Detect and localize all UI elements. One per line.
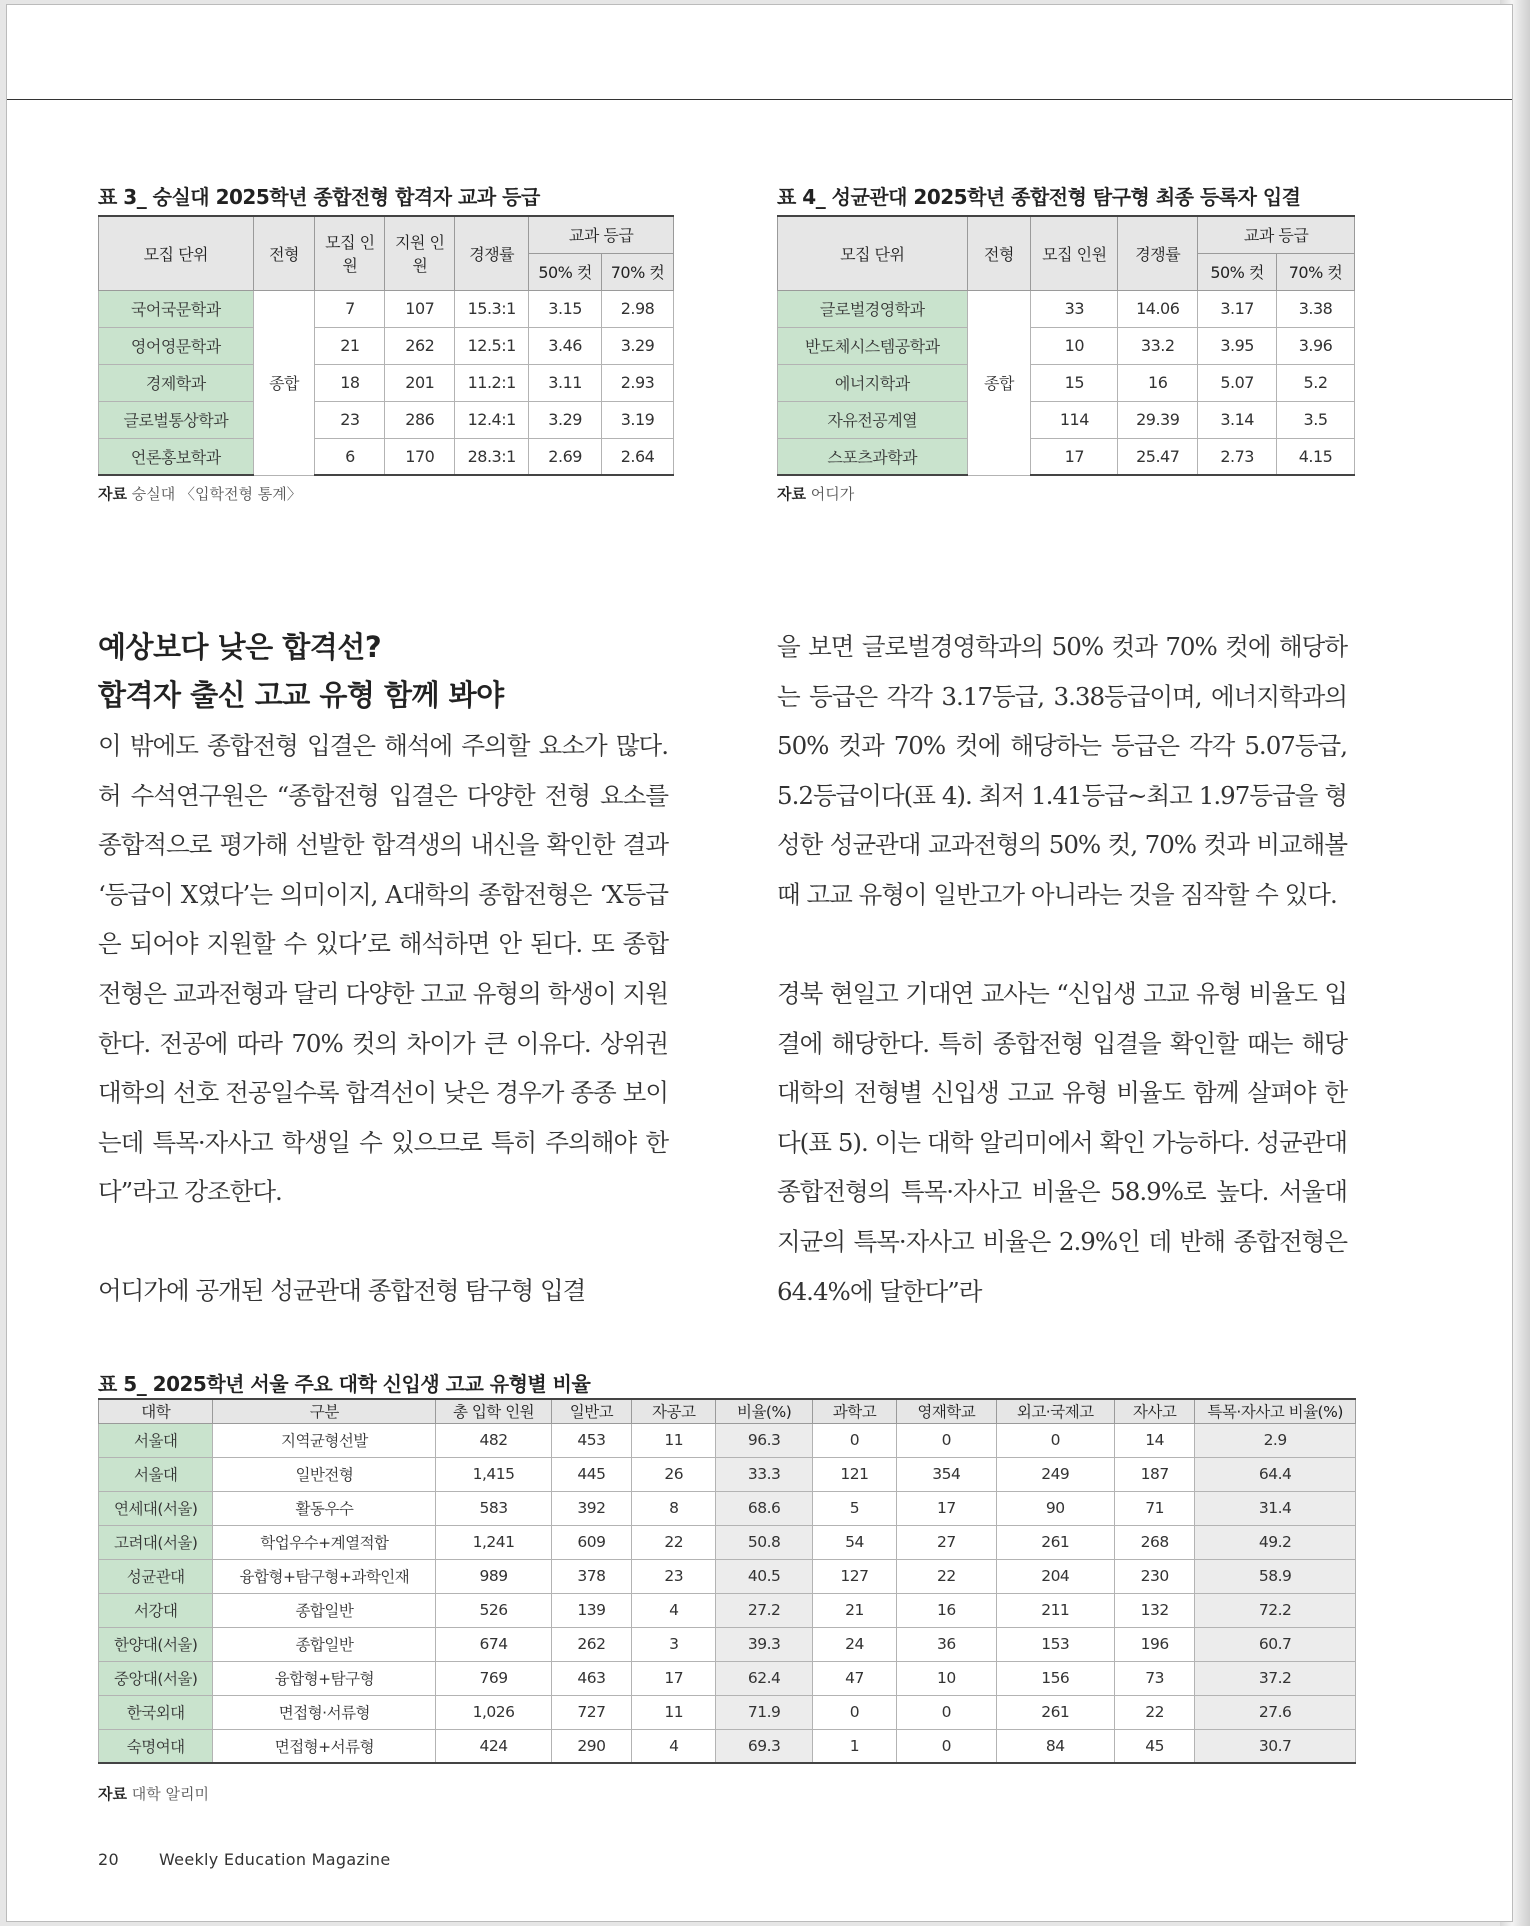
table5-header-cell: 비율(%) (716, 1399, 812, 1423)
table5-cell: 609 (551, 1525, 631, 1559)
table5-cell: 30.7 (1195, 1729, 1356, 1763)
table5-cell: 445 (551, 1457, 631, 1491)
table5-cell: 49.2 (1195, 1525, 1356, 1559)
table4-cell: 5.07 (1198, 364, 1277, 401)
table3-header-p70: 70% 컷 (602, 253, 674, 290)
table4-cell: 3.96 (1277, 327, 1355, 364)
table3-type: 종합 (253, 290, 315, 475)
table5-header-row (99, 1399, 1356, 1423)
table-row (99, 290, 674, 327)
table5-cell: 0 (812, 1423, 896, 1457)
table-row (99, 1457, 1356, 1491)
table5-cell: 463 (551, 1661, 631, 1695)
table4-header-grade: 교과 등급 (1198, 216, 1355, 253)
table5-cell: 230 (1114, 1559, 1194, 1593)
table3-cell: 3.11 (529, 364, 602, 401)
table3-unit: 글로벌통상학과 (99, 401, 254, 438)
table5-university: 중앙대(서울) (99, 1661, 213, 1695)
table3-cell: 3.46 (529, 327, 602, 364)
table5-cell: 0 (897, 1695, 996, 1729)
table4-cell: 3.14 (1198, 401, 1277, 438)
table3-cell: 170 (385, 438, 455, 475)
table5-cell: 0 (897, 1423, 996, 1457)
table3-header-apply: 지원 인원 (385, 216, 455, 290)
page-number: 20 (98, 1850, 119, 1869)
table-row (99, 1491, 1356, 1525)
table-row (99, 1627, 1356, 1661)
table-row (99, 327, 674, 364)
table4-cell: 10 (1031, 327, 1118, 364)
table3-cell: 15.3:1 (455, 290, 529, 327)
table-row (778, 401, 1355, 438)
table3-cell: 6 (315, 438, 385, 475)
source-text: 대학 알리미 (131, 1785, 209, 1803)
right-paragraph-1: 을 보면 글로벌경영학과의 50% 컷과 70% 컷에 해당하는 등급은 각각 3.17등급, 3.38등급이며, 에너지학과의 50% 컷과 70% 컷에 해당하는 등급은 각각 5.07등급, 5.2등급이다(표 4). 최저 1.41등급~최고 1.97등급을 형성한 성균관대 교과전형의 50% 컷, 70% 컷과 비교해볼 때 고교 유형이 일반고가 아니라는 것을 짐작할 수 있다. (777, 632, 1347, 909)
right-paragraph-2: 경북 현일고 기대연 교사는 “신입생 고교 유형 비율도 입결에 해당한다. 특히 종합전형 입결을 확인할 때는 해당 대학의 전형별 신입생 고교 유형 비율도 함께 살펴야 한다(표 5). 이는 대학 알리미에서 확인 가능하다. 성균관대 종합전형의 특목·자사고 비율은 58.9%로 높다. 서울대 지균의 특목·자사고 비율은 2.9%인 데 반해 종합전형은 64.4%에 달한다”라 (777, 979, 1347, 1306)
table5-cell: 47 (812, 1661, 896, 1695)
table4-cell: 3.17 (1198, 290, 1277, 327)
table4-header-recruit: 모집 인원 (1031, 216, 1118, 290)
table3-cell: 2.93 (602, 364, 674, 401)
table4-cell: 14.06 (1118, 290, 1198, 327)
table5-cell: 지역균형선발 (213, 1423, 436, 1457)
table5-university: 고려대(서울) (99, 1525, 213, 1559)
table3-caption: 표 3_ 숭실대 2025학년 종합전형 합격자 교과 등급 (98, 185, 540, 209)
table5 (98, 1398, 1356, 1764)
table5-header-cell: 자공고 (632, 1399, 716, 1423)
table5-cell: 16 (897, 1593, 996, 1627)
table-row (778, 327, 1355, 364)
table5-cell: 727 (551, 1695, 631, 1729)
table5-cell: 27 (897, 1525, 996, 1559)
table4-cell: 114 (1031, 401, 1118, 438)
table3-cell: 107 (385, 290, 455, 327)
table3-cell: 28.3:1 (455, 438, 529, 475)
table4-header-unit: 모집 단위 (778, 216, 968, 290)
table-row (99, 1593, 1356, 1627)
table5-cell: 1,415 (436, 1457, 551, 1491)
table5-header-cell: 특목·자사고 비율(%) (1195, 1399, 1356, 1423)
table5-cell: 종합일반 (213, 1593, 436, 1627)
table3-cell: 12.5:1 (455, 327, 529, 364)
table4-cell: 15 (1031, 364, 1118, 401)
table5-university: 서울대 (99, 1457, 213, 1491)
table5-cell: 204 (996, 1559, 1114, 1593)
source-label: 자료 (98, 485, 127, 503)
table5-cell: 71 (1114, 1491, 1194, 1525)
table5-cell: 17 (897, 1491, 996, 1525)
table5-cell: 262 (551, 1627, 631, 1661)
table5-cell: 3 (632, 1627, 716, 1661)
source-text: 어디가 (810, 485, 855, 503)
table5-cell: 일반전형 (213, 1457, 436, 1491)
table3-header-p50: 50% 컷 (529, 253, 602, 290)
table5-caption: 표 5_ 2025학년 서울 주요 대학 신입생 고교 유형별 비율 (98, 1372, 591, 1396)
table5-cell: 392 (551, 1491, 631, 1525)
table5-cell: 0 (996, 1423, 1114, 1457)
table4-cell: 4.15 (1277, 438, 1355, 475)
table5-cell: 0 (812, 1695, 896, 1729)
table3-header-grade: 교과 등급 (529, 216, 674, 253)
table5-cell: 50.8 (716, 1525, 812, 1559)
table-row (99, 1423, 1356, 1457)
table4-unit: 스포츠과학과 (778, 438, 968, 475)
table-row (99, 364, 674, 401)
table5-cell: 769 (436, 1661, 551, 1695)
table5-cell: 31.4 (1195, 1491, 1356, 1525)
table5-cell: 90 (996, 1491, 1114, 1525)
table-row (99, 1525, 1356, 1559)
table3-cell: 2.64 (602, 438, 674, 475)
table4-cell: 16 (1118, 364, 1198, 401)
table4-unit: 글로벌경영학과 (778, 290, 968, 327)
table3-cell: 201 (385, 364, 455, 401)
table5-cell: 학업우수+계열적합 (213, 1525, 436, 1559)
table3-cell: 23 (315, 401, 385, 438)
table5-cell: 39.3 (716, 1627, 812, 1661)
table5-university: 숙명여대 (99, 1729, 213, 1763)
table4 (777, 215, 1355, 476)
table5-cell: 36 (897, 1627, 996, 1661)
table3-header-rate: 경쟁률 (455, 216, 529, 290)
table4-cell: 33 (1031, 290, 1118, 327)
table-row (778, 364, 1355, 401)
table4-cell: 29.39 (1118, 401, 1198, 438)
left-paragraph-2: 어디가에 공개된 성균관대 종합전형 탐구형 입결 (98, 1276, 586, 1305)
table4-type: 종합 (967, 290, 1031, 475)
table5-cell: 68.6 (716, 1491, 812, 1525)
table-row (778, 290, 1355, 327)
table4-cell: 2.73 (1198, 438, 1277, 475)
table5-header-cell: 영재학교 (897, 1399, 996, 1423)
table4-header-p70: 70% 컷 (1277, 253, 1355, 290)
table3-header-recruit: 모집 인원 (315, 216, 385, 290)
table5-cell: 0 (897, 1729, 996, 1763)
table5-cell: 378 (551, 1559, 631, 1593)
table5-cell: 26 (632, 1457, 716, 1491)
table5-cell: 54 (812, 1525, 896, 1559)
table5-cell: 71.9 (716, 1695, 812, 1729)
table5-header-cell: 자사고 (1114, 1399, 1194, 1423)
table5-cell: 8 (632, 1491, 716, 1525)
table4-cell: 17 (1031, 438, 1118, 475)
table-row (99, 1559, 1356, 1593)
table5-cell: 27.6 (1195, 1695, 1356, 1729)
table4-unit: 반도체시스템공학과 (778, 327, 968, 364)
table5-header-cell: 일반고 (551, 1399, 631, 1423)
table5-cell: 4 (632, 1729, 716, 1763)
table5-cell: 융합형+탐구형 (213, 1661, 436, 1695)
table4-header-p50: 50% 컷 (1198, 253, 1277, 290)
table5-cell: 60.7 (1195, 1627, 1356, 1661)
table5-cell: 139 (551, 1593, 631, 1627)
table5-cell: 17 (632, 1661, 716, 1695)
table5-cell: 33.3 (716, 1457, 812, 1491)
table3-unit: 경제학과 (99, 364, 254, 401)
table5-cell: 121 (812, 1457, 896, 1491)
table5-cell: 69.3 (716, 1729, 812, 1763)
table3-cell: 2.98 (602, 290, 674, 327)
source-label: 자료 (777, 485, 806, 503)
table5-cell: 290 (551, 1729, 631, 1763)
table4-unit: 자유전공계열 (778, 401, 968, 438)
table5-cell: 84 (996, 1729, 1114, 1763)
table4-header-rate: 경쟁률 (1118, 216, 1198, 290)
table5-cell: 196 (1114, 1627, 1194, 1661)
table5-cell: 583 (436, 1491, 551, 1525)
table-row (99, 1695, 1356, 1729)
table5-header-cell: 구분 (213, 1399, 436, 1423)
table5-cell: 5 (812, 1491, 896, 1525)
table5-university: 한양대(서울) (99, 1627, 213, 1661)
table5-cell: 2.9 (1195, 1423, 1356, 1457)
table5-cell: 249 (996, 1457, 1114, 1491)
table4-header-type: 전형 (967, 216, 1031, 290)
table5-cell: 64.4 (1195, 1457, 1356, 1491)
table4-cell: 5.2 (1277, 364, 1355, 401)
table5-university: 서울대 (99, 1423, 213, 1457)
table5-cell: 127 (812, 1559, 896, 1593)
table3-header-type: 전형 (253, 216, 315, 290)
table5-source (98, 1783, 209, 1804)
magazine-name: Weekly Education Magazine (159, 1850, 391, 1869)
table5-cell: 187 (1114, 1457, 1194, 1491)
table5-cell: 62.4 (716, 1661, 812, 1695)
table3-cell: 21 (315, 327, 385, 364)
table5-cell: 22 (632, 1525, 716, 1559)
table3-unit: 언론홍보학과 (99, 438, 254, 475)
table5-cell: 22 (897, 1559, 996, 1593)
table3-cell: 262 (385, 327, 455, 364)
table-row (99, 1661, 1356, 1695)
table-row (99, 401, 674, 438)
table5-cell: 453 (551, 1423, 631, 1457)
table5-body (99, 1423, 1356, 1763)
table3-cell: 3.15 (529, 290, 602, 327)
table5-cell: 268 (1114, 1525, 1194, 1559)
table3-header-unit: 모집 단위 (99, 216, 254, 290)
table5-cell: 261 (996, 1525, 1114, 1559)
table5-cell: 종합일반 (213, 1627, 436, 1661)
table4-cell: 25.47 (1118, 438, 1198, 475)
table5-cell: 153 (996, 1627, 1114, 1661)
table5-cell: 96.3 (716, 1423, 812, 1457)
table3 (98, 215, 674, 476)
table5-cell: 132 (1114, 1593, 1194, 1627)
table5-cell: 1 (812, 1729, 896, 1763)
table4-cell: 33.2 (1118, 327, 1198, 364)
table3-cell: 3.29 (602, 327, 674, 364)
table3-unit: 국어국문학과 (99, 290, 254, 327)
top-rule (7, 99, 1512, 100)
table-row (99, 438, 674, 475)
table5-cell: 674 (436, 1627, 551, 1661)
table3-cell: 286 (385, 401, 455, 438)
table5-cell: 융합형+탐구형+과학인재 (213, 1559, 436, 1593)
table5-header-cell: 대학 (99, 1399, 213, 1423)
table5-cell: 211 (996, 1593, 1114, 1627)
table3-cell: 2.69 (529, 438, 602, 475)
magazine-page (6, 4, 1513, 1922)
table5-cell: 526 (436, 1593, 551, 1627)
table5-cell: 21 (812, 1593, 896, 1627)
table3-cell: 12.4:1 (455, 401, 529, 438)
table4-cell: 3.38 (1277, 290, 1355, 327)
table5-cell: 261 (996, 1695, 1114, 1729)
table5-cell: 24 (812, 1627, 896, 1661)
source-text: 숭실대 〈입학전형 통계〉 (131, 485, 302, 503)
table5-cell: 58.9 (1195, 1559, 1356, 1593)
table5-header-cell: 총 입학 인원 (436, 1399, 551, 1423)
table4-cell: 3.5 (1277, 401, 1355, 438)
table5-cell: 156 (996, 1661, 1114, 1695)
table5-cell: 10 (897, 1661, 996, 1695)
left-paragraph-1: 이 밖에도 종합전형 입결은 해석에 주의할 요소가 많다. 허 수석연구원은 “종합전형 입결은 다양한 전형 요소를 종합적으로 평가해 선발한 합격생의 내신을 확인한 결과 ‘등급이 X였다’는 의미이지, A대학의 종합전형은 ‘X등급은 되어야 지원할 수 있다’로 해석하면 안 된다. 또 종합전형은 교과전형과 달리 다양한 고교 유형의 학생이 지원한다. 전공에 따라 70% 컷의 차이가 큰 이유다. 상위권 대학의 선호 전공일수록 합격선이 낮은 경우가 종종 보이는데 특목·자사고 학생일 수 있으므로 특히 주의해야 한다”라고 강조한다. (98, 731, 668, 1207)
table-row (778, 438, 1355, 475)
table3-source (98, 483, 302, 504)
table3-cell: 3.29 (529, 401, 602, 438)
table3-cell: 18 (315, 364, 385, 401)
table4-unit: 에너지학과 (778, 364, 968, 401)
table5-university: 서강대 (99, 1593, 213, 1627)
table5-cell: 22 (1114, 1695, 1194, 1729)
table5-cell: 72.2 (1195, 1593, 1356, 1627)
table3-cell: 7 (315, 290, 385, 327)
table5-header-cell: 과학고 (812, 1399, 896, 1423)
table4-caption: 표 4_ 성균관대 2025학년 종합전형 탐구형 최종 등록자 입결 (777, 185, 1301, 209)
table5-cell: 27.2 (716, 1593, 812, 1627)
table4-source (777, 483, 854, 504)
table5-cell: 11 (632, 1695, 716, 1729)
table5-cell: 면접형+서류형 (213, 1729, 436, 1763)
table5-cell: 1,241 (436, 1525, 551, 1559)
article-heading-2: 합격자 출신 고교 유형 함께 봐야 (98, 678, 504, 712)
table5-cell: 354 (897, 1457, 996, 1491)
table5-university: 연세대(서울) (99, 1491, 213, 1525)
table-row (99, 1729, 1356, 1763)
table4-cell: 3.95 (1198, 327, 1277, 364)
table5-cell: 424 (436, 1729, 551, 1763)
table5-cell: 482 (436, 1423, 551, 1457)
table5-cell: 1,026 (436, 1695, 551, 1729)
table5-university: 한국외대 (99, 1695, 213, 1729)
table5-cell: 23 (632, 1559, 716, 1593)
table5-header-cell: 외고·국제고 (996, 1399, 1114, 1423)
article-heading-1: 예상보다 낮은 합격선? (98, 630, 382, 664)
table5-cell: 14 (1114, 1423, 1194, 1457)
table3-cell: 11.2:1 (455, 364, 529, 401)
table5-cell: 45 (1114, 1729, 1194, 1763)
source-label: 자료 (98, 1785, 127, 1803)
table5-cell: 989 (436, 1559, 551, 1593)
table3-unit: 영어영문학과 (99, 327, 254, 364)
table3-cell: 3.19 (602, 401, 674, 438)
table5-cell: 4 (632, 1593, 716, 1627)
table5-cell: 40.5 (716, 1559, 812, 1593)
table5-university: 성균관대 (99, 1559, 213, 1593)
table5-cell: 37.2 (1195, 1661, 1356, 1695)
table5-cell: 면접형·서류형 (213, 1695, 436, 1729)
table5-cell: 활동우수 (213, 1491, 436, 1525)
table5-cell: 73 (1114, 1661, 1194, 1695)
table5-cell: 11 (632, 1423, 716, 1457)
